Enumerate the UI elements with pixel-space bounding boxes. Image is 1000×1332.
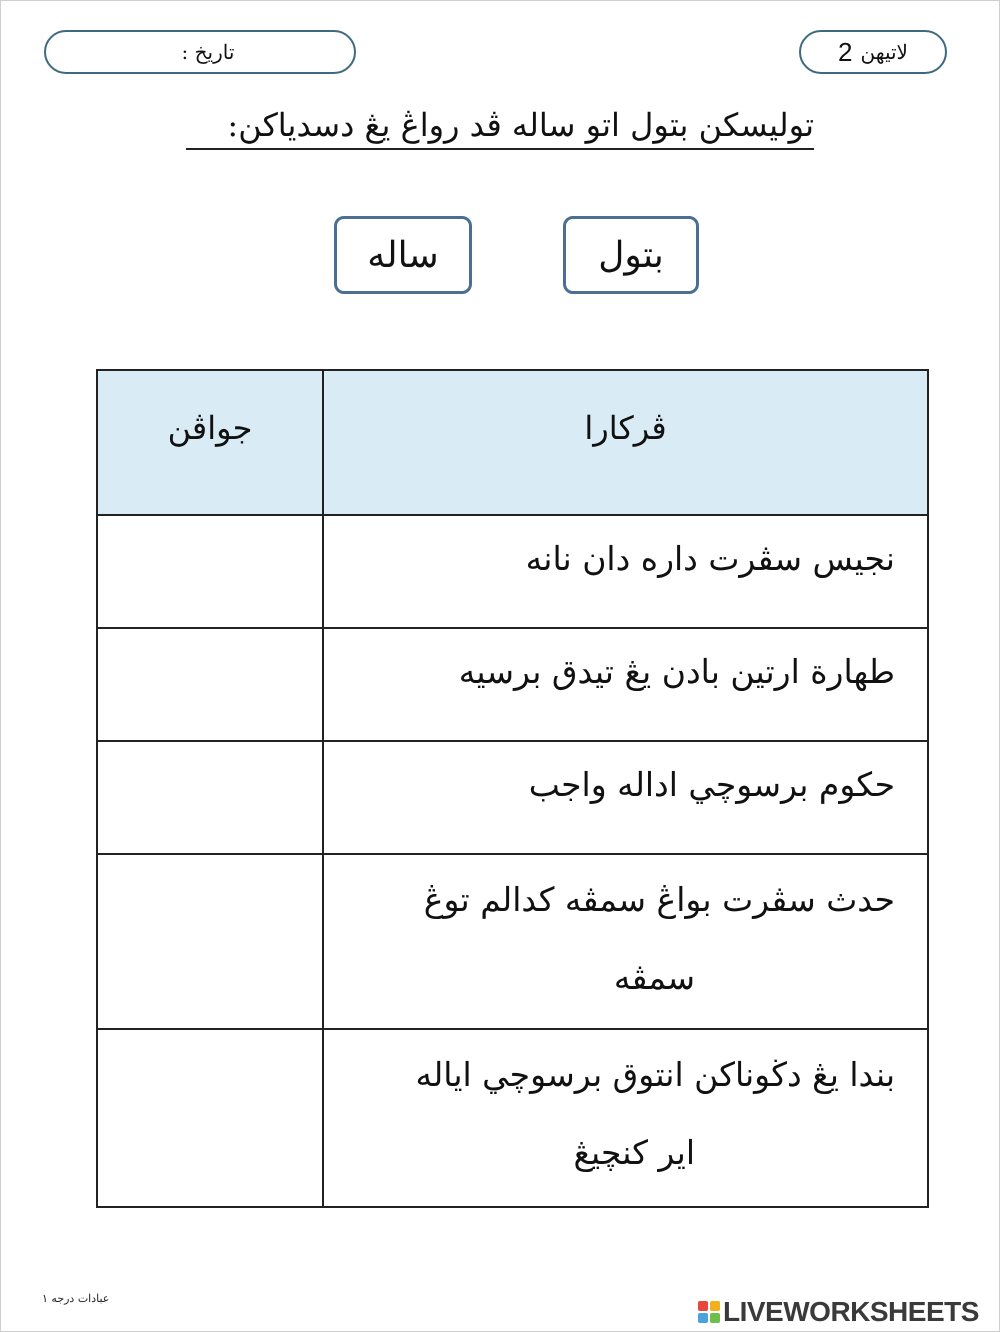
table-header-row [97, 370, 928, 515]
statement-cell [323, 741, 928, 854]
answer-cell[interactable] [97, 854, 323, 1029]
instruction-text: توليسكن بتول اتو ساله ڤد رواڠ يڠ دسدياكن: [186, 106, 814, 150]
answer-cell[interactable] [97, 628, 323, 741]
choice-false-card[interactable]: ساله [334, 216, 472, 294]
table-row [97, 1029, 928, 1207]
exercise-badge [799, 30, 947, 74]
answer-cell[interactable] [97, 515, 323, 628]
liveworksheets-logo-icon [698, 1301, 720, 1323]
statement-cell [323, 515, 928, 628]
statement-cell [323, 628, 928, 741]
table-row [97, 741, 928, 854]
date-field[interactable] [44, 30, 356, 74]
liveworksheets-logo[interactable] [698, 1296, 979, 1328]
header-answer: جواڤن [97, 370, 323, 515]
choice-true-card[interactable]: بتول [563, 216, 699, 294]
quiz-table [96, 369, 929, 1208]
table-row [97, 515, 928, 628]
exercise-label: لاتيهن [860, 40, 908, 64]
brand-name: LIVEWORKSHEETS [723, 1296, 979, 1327]
statement-line: سمڤه [613, 958, 695, 997]
statement-line: حدث سڤرت بواڠ سمڤه کدالم توڠ [423, 880, 895, 919]
header-statement: ڤركارا [323, 370, 928, 515]
table-row [97, 628, 928, 741]
date-label: تاريخ : [181, 40, 235, 64]
statement-line: اير کنچيڠ [573, 1133, 695, 1172]
statement-cell [323, 1029, 928, 1207]
statement-line: نجيس سڤرت داره دان نانه [525, 539, 895, 578]
answer-cell[interactable] [97, 741, 323, 854]
statement-line: بندا يڠ دڬوناکن انتوق برسوچي اياله [415, 1055, 895, 1094]
statement-line: حکوم برسوچي اداله واجب [528, 765, 895, 804]
course-label: عبادات درجه ١ [42, 1292, 110, 1305]
table-row [97, 854, 928, 1029]
answer-cell[interactable] [97, 1029, 323, 1207]
exercise-number: 2 [838, 36, 853, 67]
statement-line: طهارة ارتين بادن يڠ تيدق برسيه [458, 652, 895, 691]
statement-cell [323, 854, 928, 1029]
